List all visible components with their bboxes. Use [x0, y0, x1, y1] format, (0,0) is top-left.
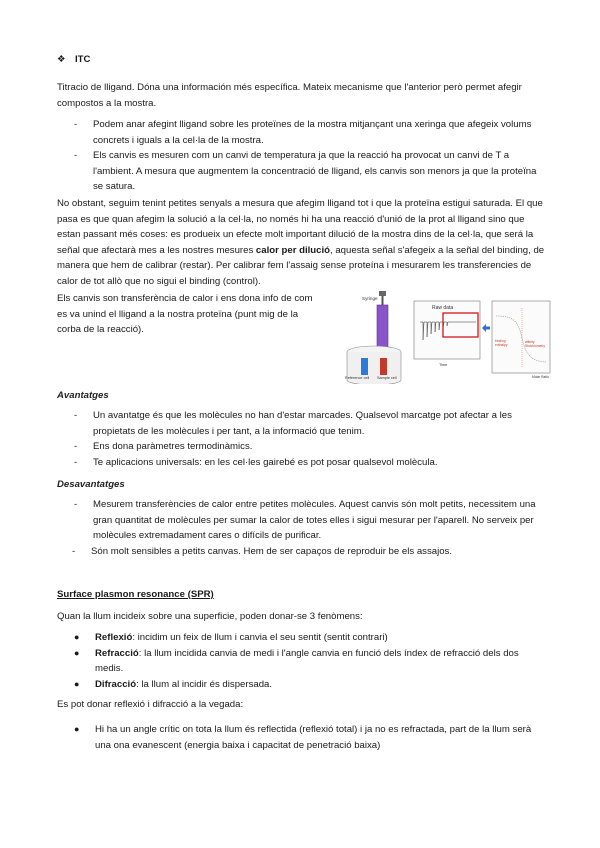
list-item: ● Hi ha un angle crític on tota la llum és reflectida (reflexió total) i ja no es refractada, part de la llum serà una ona evanescent (energia baixa i capacitat de penetració baixa)	[74, 724, 532, 751]
raw-data-label: Raw data	[432, 305, 454, 311]
spr-phenomena-list	[57, 630, 547, 692]
sample-cell-label: Sample cell	[377, 376, 397, 380]
spr-paragraph-2: Es pot donar reflexió i difracció a la vegada:	[57, 699, 244, 710]
dash-marker: -	[74, 119, 78, 130]
list-item: - Podem anar afegint lligand sobre les proteïnes de la mostra mitjançant una xeringa que afegeix volums concrets i iguals a la cel·la de la mostra.	[74, 119, 532, 146]
bullet-dot-icon: ●	[74, 647, 80, 658]
bullet-dot-icon: ●	[74, 678, 80, 689]
dash-marker: -	[72, 545, 76, 557]
reference-cell-label: Reference cell	[345, 376, 370, 380]
list-item: - Un avantatge és que les molècules no han d'estar marcades. Qualsevol marcatge pot afectar a les propietats de les molècules i per tant, a la informació que tenim.	[74, 410, 512, 437]
svg-text:enthalpy: enthalpy	[495, 343, 508, 347]
list-item: - Són molt sensibles a petits canvas. Hem de ser capaços de reproduir be els assajos.	[57, 544, 547, 560]
list-item: - Els canvis es mesuren com un canvi de temperatura ja que la reacció ha provocat un canvi de T a l'ambient. A mesura que augmentem la concentració de lligand, els canvis son menors ja que la proteïna se satura.	[74, 150, 537, 193]
dash-marker: -	[74, 441, 78, 453]
dash-marker: -	[74, 150, 78, 162]
spr-last-list	[57, 722, 547, 753]
stoichiometry-label: Stoichiometry	[525, 344, 545, 348]
diamond-bullet-icon: ❖	[57, 54, 66, 65]
list-item: - Te aplicacions universals: en les cel·les gairebé es pot posar qualsevol molècula.	[57, 455, 547, 471]
list-item: - Mesurem transferències de calor entre petites molècules. Aquest canvis són molt petits, necessitem una gran quantitat de molècules per sumar la calor de totes elles i sigui mesurar per l'aparell. No serveix per molècules extremadament cares o difícils de purificar.	[74, 499, 536, 542]
list-item: - Ens dona paràmetres termodinàmics.	[57, 439, 547, 455]
list-item: ● Difracció: la llum al incidir és dispersada.	[57, 677, 547, 693]
spr-intro: Quan la llum incideix sobre una superficie, poden donar-se 3 fenòmens:	[57, 611, 363, 622]
time-axis-label: Time	[439, 363, 448, 367]
affinity-label: affinity	[525, 340, 535, 344]
itc-figure	[336, 288, 552, 384]
desavantatges-list	[57, 497, 547, 559]
section-heading-itc: ITC	[75, 54, 91, 65]
arrow-right-icon	[482, 324, 490, 332]
avantatges-list	[57, 408, 547, 470]
dash-marker: -	[74, 499, 78, 510]
raw-data-panel	[414, 301, 480, 367]
section-heading-spr: Surface plasmon resonance (SPR)	[57, 589, 214, 600]
binding-curve-panel	[492, 301, 550, 379]
syringe-label: Syringe	[362, 296, 378, 301]
section-heading-desavantatges: Desavantatges	[57, 479, 125, 490]
itc-bullet-list	[57, 117, 547, 195]
dash-marker: -	[74, 456, 78, 468]
molar-ratio-axis-label: Molar Ratio	[532, 375, 549, 379]
bullet-dot-icon: ●	[74, 724, 80, 734]
calorimeter-drawing	[345, 291, 401, 384]
list-item: ● Refracció: la llum incidida canvia de medi i l'angle canvia en funció dels índex de refracció dels dos medis.	[74, 647, 519, 675]
itc-paragraph-3: Els canvis son transferència de calor i ens dona info de com es va unind el lligand a la nostra proteïna (punt mig de la corba de la reacció).	[57, 293, 313, 336]
itc-paragraph-2: No obstant, seguim tenint petites senyals a mesura que afegim lligand tot i que la proteïna estigui saturada. El que pasa es que quan afegim la solució a la cel·la, no només hi ha una reacció d'unió de la prot al lligand sino que estan passant més coses: es produeix un efecte molt important dilució de la mostra dins de la cel·la, que será la señal que afectarà mes a les nostres mesures calor per dilució, aquesta señal s'afegeix a la señal del binding, de manera que hem de calibrar (restar). Per calibrar fem l'assaig sense proteína i mesurarem les transferencies de calor de tot allò que no sigui el binding (control).	[57, 198, 545, 287]
binding-enthalpy-label: binding	[495, 339, 506, 343]
list-item: ● Reflexió: incidim un feix de llum i canvia el seu sentit (sentit contrari)	[57, 630, 547, 646]
bullet-dot-icon: ●	[74, 632, 80, 642]
section-heading-avantatges: Avantatges	[57, 390, 109, 401]
dash-marker: -	[74, 410, 78, 421]
itc-intro: Titracio de lligand. Dóna una información més específica. Mateix mecanisme que l'anterior però permet afegir compostos a la mostra.	[57, 82, 522, 109]
